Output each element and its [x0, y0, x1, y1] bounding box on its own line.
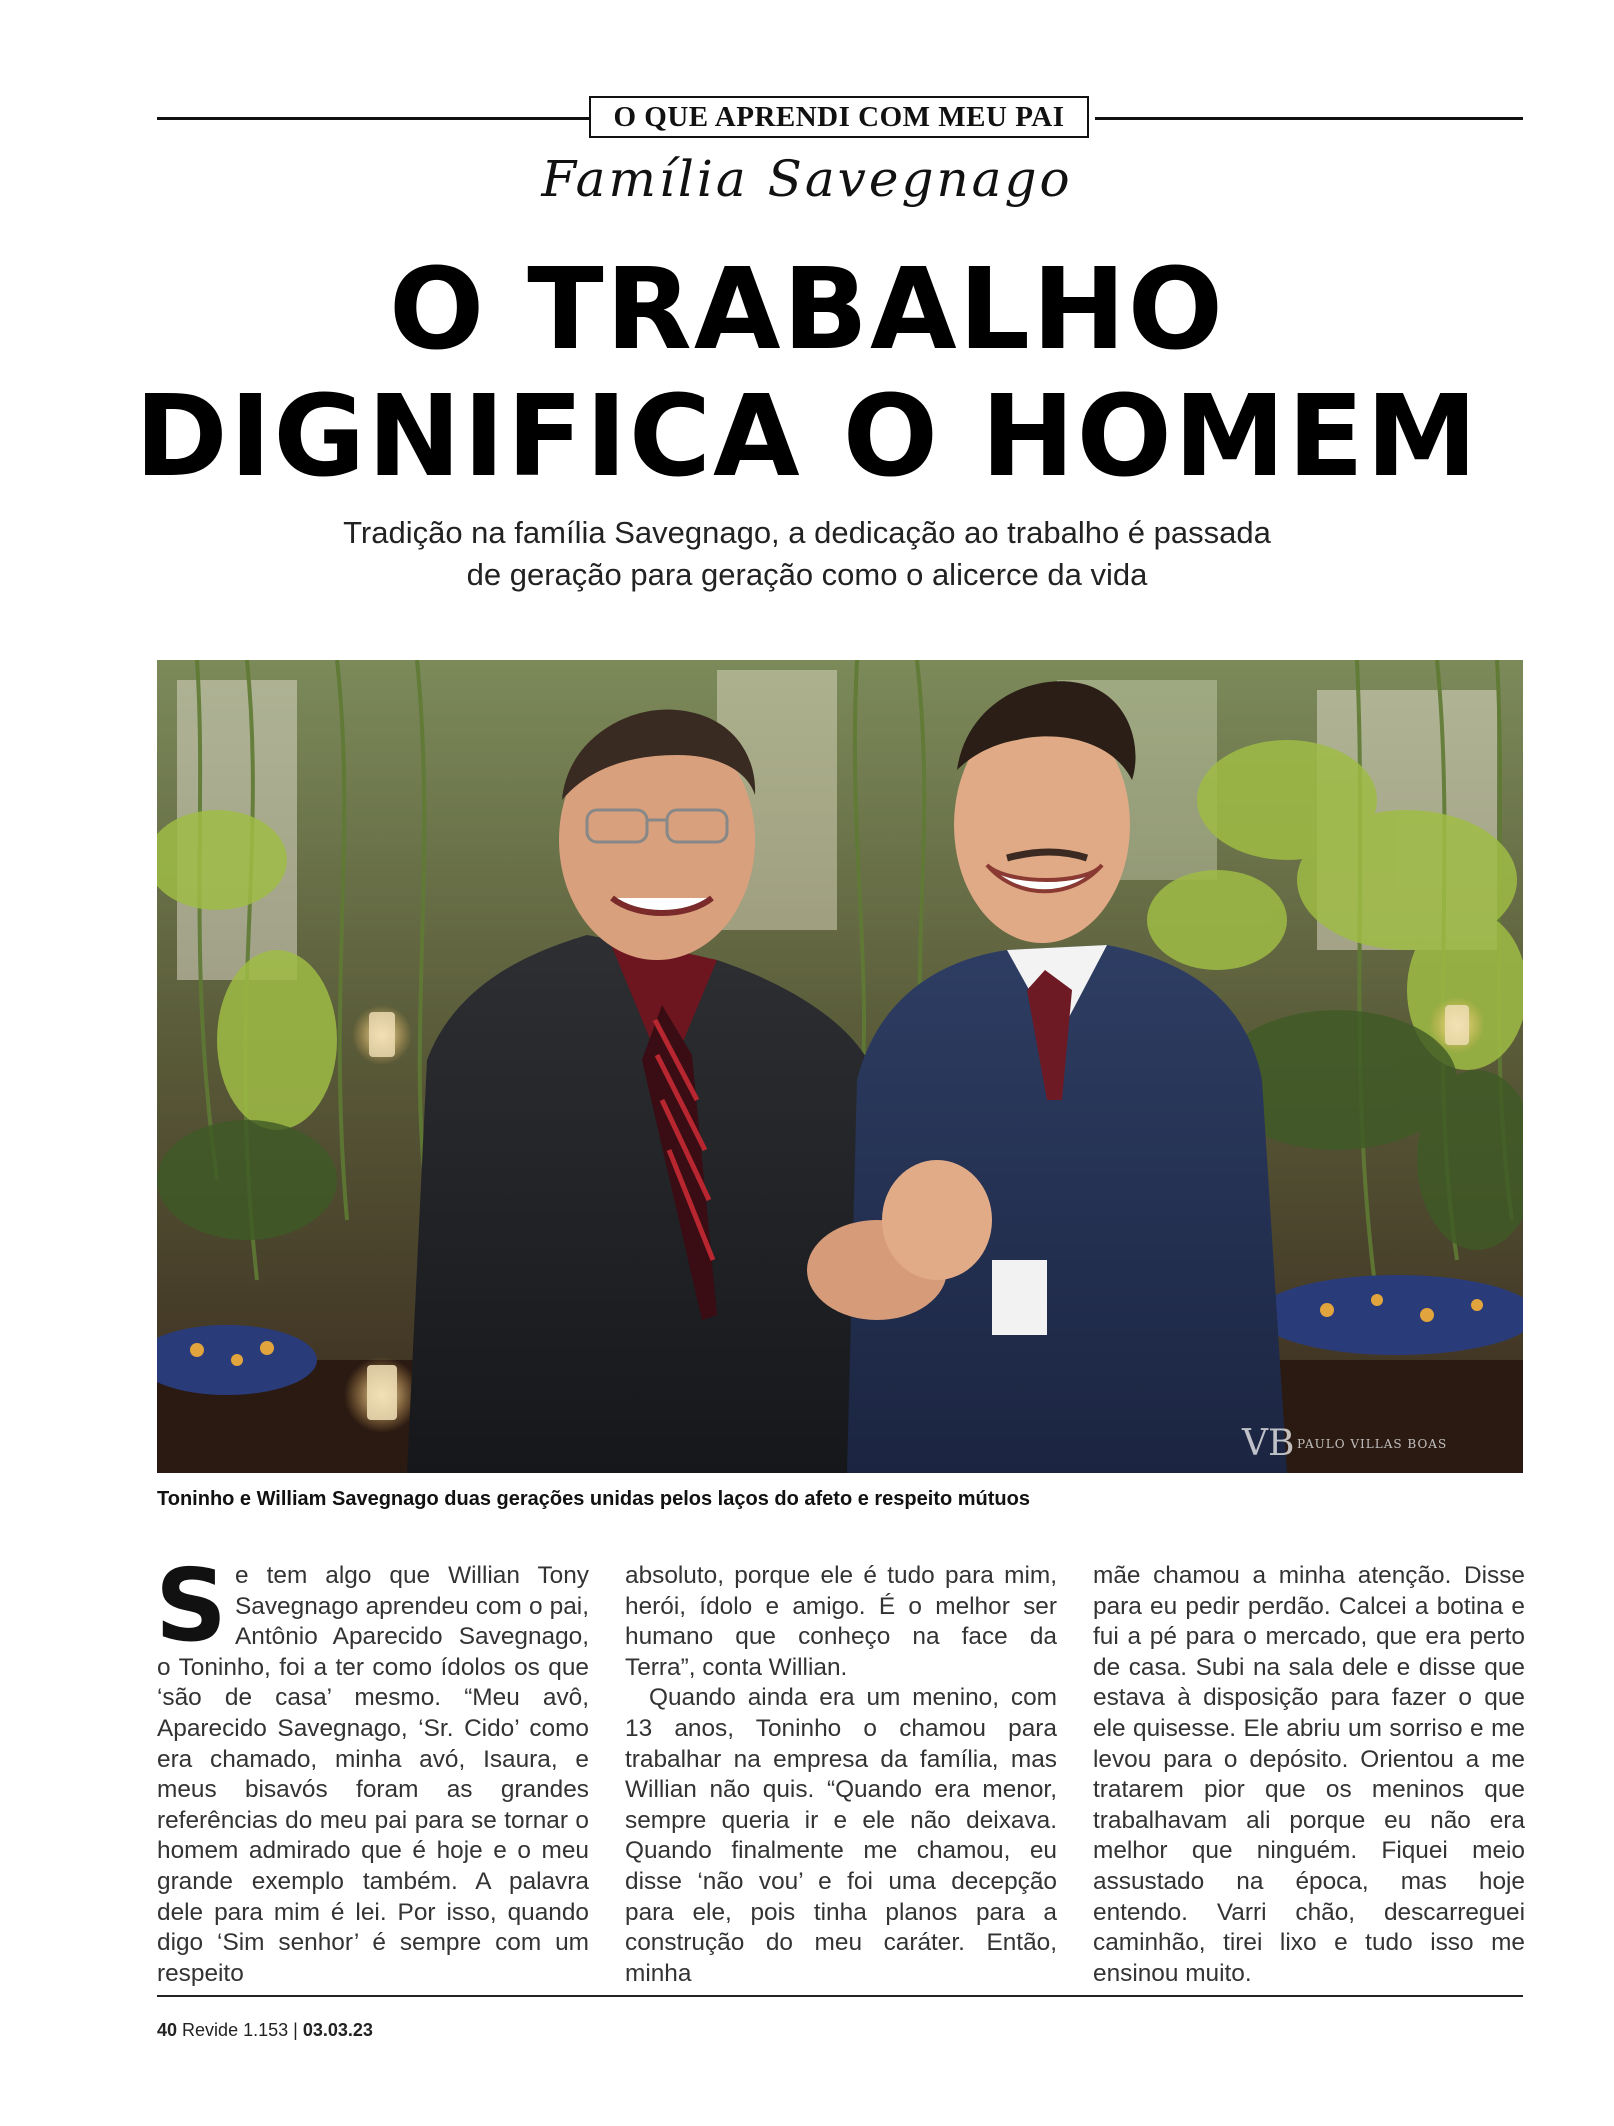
top-rule-left: [157, 117, 589, 120]
article-paragraph: absoluto, porque ele é tudo para mim, herói, ídolo e amigo. É o melhor ser humano que conheço na face da Terra”, conta Willian.: [625, 1562, 1057, 1681]
watermark-text: PAULO VILLAS BOAS: [1297, 1437, 1448, 1451]
article-paragraph: Quando ainda era um menino, com 13 anos, Toninho o chamou para trabalhar na empresa da família, mas Willian não quis. “Quando era menor, sempre queria ir e ele não deixava. Quando finalmente me chamou, eu disse ‘não vou’ e foi uma decepção para ele, pois tinha planos para a construção do meu caráter. Então, minha: [625, 1684, 1057, 1987]
section-label: O QUE APRENDI COM MEU PAI: [589, 96, 1089, 138]
issue-date: 03.03.23: [302, 2020, 373, 2040]
article-paragraph: mãe chamou a minha atenção. Disse para eu pedir perdão. Calcei a botina e fui a pé para o mercado, que era perto de casa. Subi na sala dele e disse que estava à disposição para fazer o que ele quisesse. Ele abriu um sorriso e me levou para o depósito. Orientou a me tratarem pior que os meninos que trabalhavam ali porque eu não era melhor que ninguém. Fiquei meio assustado na época, mas hoje entendo. Varri chão, descarreguei caminhão, tirei lixo e tudo isso me ensinou muito.: [1093, 1562, 1525, 1987]
watermark-mark: VB: [1242, 1423, 1295, 1464]
article-column-1: [155, 1547, 589, 1989]
deck-line-1: Tradição na família Savegnago, a dedicação ao trabalho é passada: [343, 515, 1271, 550]
page-footer: [157, 2020, 373, 2041]
article-column-2: [625, 1561, 1057, 1989]
top-rule-right: [1095, 117, 1523, 120]
footer-rule: [157, 1995, 1523, 1997]
publication-name: Revide 1.153: [182, 2020, 289, 2040]
deck-line-2: de geração para geração como o alicerce da vida: [466, 557, 1148, 592]
page-number: 40: [157, 2020, 178, 2040]
script-title: Família Savegnago: [541, 150, 1073, 208]
article-paragraph: e tem algo que Willian Tony Savegnago aprendeu com o pai, Antônio Aparecido Savegnago, o Toninho, foi a ter como ídolos os que ‘são de casa’ mesmo. “Meu avô, Aparecido Savegnago, ‘Sr. Cido’ como era chamado, minha avó, Isaura, e meus bisavós foram as grandes referências do meu pai para se tornar o homem admirado que é hoje e o meu grande exemplo também. A palavra dele para mim é lei. Por isso, quando digo ‘Sim senhor’ é sempre com um respeito: [157, 1562, 589, 1987]
deck: [0, 512, 1614, 596]
feature-photo: [157, 660, 1523, 1473]
article-column-3: [1093, 1561, 1525, 1989]
headline-line-1: O TRABALHO: [389, 245, 1225, 375]
photo-caption: Toninho e William Savegnago duas gerações unidas pelos laços do afeto e respeito mútuos: [157, 1488, 1030, 1510]
footer-separator: |: [293, 2020, 298, 2040]
drop-cap: S: [155, 1547, 228, 1664]
headline-line-2: DIGNIFICA O HOMEM: [134, 372, 1480, 502]
